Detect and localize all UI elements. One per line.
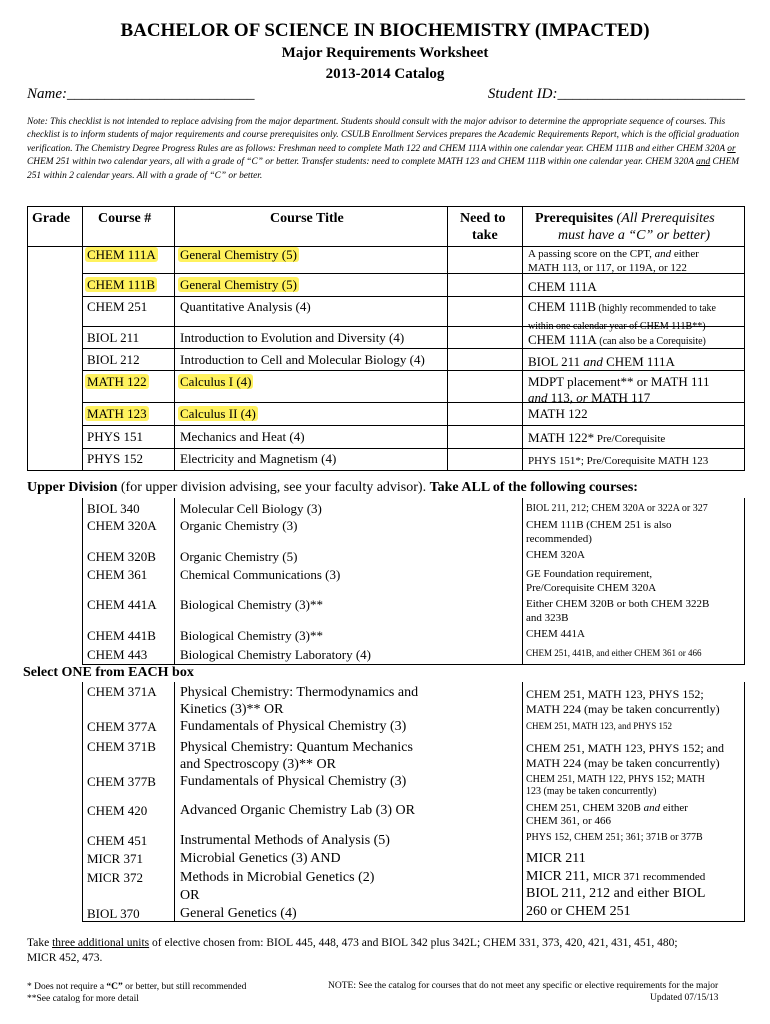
row-divider [82,448,745,449]
course-title: Methods in Microbial Genetics (2) [180,870,375,885]
select-one-heading: Select ONE from EACH box [23,665,194,680]
prerequisite: CHEM 111B (highly recommended to take within one calendar year of CHEM 111B**) [528,299,716,332]
name-row [27,86,745,103]
prerequisite: CHEM 111A [528,279,597,294]
row-divider [82,296,745,297]
course-title: Chemical Communications (3) [180,567,341,582]
course-title: General Chemistry (5) [180,247,297,262]
course-number: PHYS 152 [87,451,143,466]
course-title: Physical Chemistry: Thermodynamics and Kinetics (3)** OR [180,685,419,717]
row-divider [82,425,745,426]
course-number: BIOL 211 [87,330,140,345]
upper-division-heading: Upper Division (for upper division advising, see your faculty advisor). Take ALL of the following courses: [27,480,638,495]
course-title: Quantitative Analysis (4) [180,299,311,314]
course-number: MATH 122 [87,374,147,389]
prerequisite: CHEM 320A [526,549,585,561]
course-title: Biological Chemistry (3)** [180,597,323,612]
need-col-divider [522,206,523,471]
prerequisite: CHEM 251, MATH 122, PHYS 152; MATH 123 (may be taken concurrently) [526,774,705,797]
course-number: BIOL 370 [87,906,140,921]
course-title: Biological Chemistry (3)** [180,628,323,643]
grade-header: Grade [32,211,71,226]
updated-date: Updated 07/15/13 [650,993,719,1003]
prerequisites-header-note: must have a “C” or better) [558,228,711,243]
course-number: CHEM 320A [87,518,157,533]
course-title: Introduction to Cell and Molecular Biology (4) [180,352,425,367]
course-col-divider [174,206,175,471]
course-number-header: Course # [98,211,152,226]
need-to-take-header-line2: take [472,228,498,243]
course-number: CHEM 251 [87,299,148,314]
prerequisite: GE Foundation requirement, Pre/Corequisite CHEM 320A [526,568,657,594]
course-number: CHEM 441B [87,628,156,643]
course-title: Fundamentals of Physical Chemistry (3) [180,774,407,789]
prerequisites-header: Prerequisites (All Prerequisites [535,211,715,226]
course-title: Organic Chemistry (3) [180,518,298,533]
prerequisite: CHEM 441A [526,628,585,640]
course-number: CHEM 377B [87,774,156,789]
course-title: Biological Chemistry Laboratory (4) [180,647,371,662]
course-title: Advanced Organic Chemistry Lab (3) OR [180,803,415,818]
select-title-divider [522,682,523,922]
upper-course-divider [174,498,175,664]
row-divider [82,348,745,349]
worksheet-subtitle: Major Requirements Worksheet [281,45,489,61]
prerequisite: MATH 122* Pre/Corequisite [528,430,666,445]
course-number: CHEM 451 [87,833,148,848]
prerequisite: MATH 122 [528,406,588,421]
prerequisite: CHEM 251, 441B, and either CHEM 361 or 466 [526,648,702,658]
prerequisite: MICR 211 [526,851,586,866]
course-number: CHEM 441A [87,597,157,612]
prerequisite: BIOL 211, 212 and either BIOL [526,886,706,901]
grade-col-divider [82,206,83,471]
prerequisite: CHEM 111A (can also be a Corequisite) [528,332,706,347]
prerequisite: Either CHEM 320B or both CHEM 322B and 323B [526,598,710,624]
title-col-divider [447,206,448,471]
table-right-border [744,206,745,471]
course-title: Mechanics and Heat (4) [180,429,305,444]
course-number: PHYS 151 [87,429,143,444]
course-title: General Chemistry (5) [180,277,297,292]
prerequisite: MDPT placement** or MATH 111 and 113, or MATH 117 [528,374,710,405]
need-to-take-header: Need to [460,211,506,226]
electives-note: Take three additional units of elective chosen from: BIOL 445, 448, 473 and BIOL 342 plus 342L; CHEM 331, 373, 420, 421, 431, 451, 480; MICR 452, 473. [27,937,678,964]
prerequisite: PHYS 151*; Pre/Corequisite MATH 123 [528,455,709,467]
course-number: CHEM 111A [87,247,156,262]
select-course-divider [174,682,175,922]
course-number: CHEM 371A [87,684,157,699]
course-title: Calculus I (4) [180,374,252,389]
course-title: General Genetics (4) [180,906,297,921]
prerequisite: A passing score on the CPT, and either MATH 113, or 117, or 119A, or 122 [528,248,699,274]
course-number: CHEM 420 [87,803,148,818]
course-number: CHEM 320B [87,549,156,564]
course-number: CHEM 371B [87,739,156,754]
course-title: Microbial Genetics (3) AND [180,851,341,866]
upper-title-divider [522,498,523,664]
course-title: Organic Chemistry (5) [180,549,298,564]
prerequisite: MICR 211, MICR 371 recommended [526,869,706,884]
prerequisite: CHEM 251, MATH 123, and PHYS 152 [526,721,673,731]
prerequisite: BIOL 211, 212; CHEM 320A or 322A or 327 [526,503,708,514]
course-number: CHEM 111B [87,277,156,292]
prerequisite: 260 or CHEM 251 [526,904,631,919]
course-number: CHEM 361 [87,567,148,582]
prerequisite: CHEM 251, MATH 123, PHYS 152; MATH 224 (may be taken concurrently) [526,687,720,716]
student-id-field[interactable]: Student ID:_________________________ [487,86,745,102]
course-number: CHEM 377A [87,719,157,734]
catalog-year: 2013-2014 Catalog [325,66,445,82]
course-title: Calculus II (4) [180,406,256,421]
catalog-note: NOTE: See the catalog for courses that do not meet any specific or elective requirements for the major [328,981,719,991]
select-right-divider [744,682,745,922]
course-number: CHEM 443 [87,647,148,662]
course-title: OR [180,888,200,903]
table-left-border [27,206,28,471]
course-title: Instrumental Methods of Analysis (5) [180,833,390,848]
page-title: BACHELOR OF SCIENCE IN BIOCHEMISTRY (IMPACTED) [120,20,650,41]
course-title-header: Course Title [270,211,344,226]
prerequisite: CHEM 111B (CHEM 251 is also recommended) [526,519,672,545]
course-number: BIOL 212 [87,352,140,367]
advising-note: Note: This checklist is not intended to replace advising from the major department. Students should consult with the major advisor to determine the appropriate sequence of courses. This checklist is to inform students of major requirements and course prerequisites only. CSULB Enrollment Services prepares the Academic Requirements Report, which is the official graduation verification. The Chemistry Degree Progress Rules are as follows: Freshman need to complete Math 122 and CHEM 111A within one calendar year. CHEM 111B and either CHEM 320A or CHEM 251 within two calendar years, all with a grade of “C” or better. Transfer students: need to complete MATH 123 and CHEM 111B within one calendar year. CHEM 320A and CHEM 251 within 2 calendar years. All with a grade of “C” or better. [27,117,740,181]
course-title: Fundamentals of Physical Chemistry (3) [180,719,407,734]
course-number: MICR 371 [87,851,143,866]
table-bottom-border [27,470,745,471]
select-left-divider [82,682,83,922]
footnotes: * Does not require a “C” or better, but still recommended **See catalog for more detail [27,982,247,1004]
course-title: Molecular Cell Biology (3) [180,501,322,516]
upper-left-divider [82,498,83,664]
course-number: MICR 372 [87,870,143,885]
name-field[interactable]: Name:_________________________ [27,86,255,102]
upper-right-divider [744,498,745,664]
course-title: Introduction to Evolution and Diversity (4) [180,330,405,345]
table-top-border [27,206,745,207]
prerequisite: CHEM 251, MATH 123, PHYS 152; and MATH 224 (may be taken concurrently) [526,741,725,770]
course-title: Physical Chemistry: Quantum Mechanics and Spectroscopy (3)** OR [180,740,413,772]
prerequisite: BIOL 211 and CHEM 111A [528,354,675,369]
course-title: Electricity and Magnetism (4) [180,451,337,466]
course-number: MATH 123 [87,406,147,421]
prerequisite: PHYS 152, CHEM 251; 361; 371B or 377B [526,832,703,843]
prerequisite: CHEM 251, CHEM 320B and either CHEM 361, or 466 [526,802,688,827]
row-divider [82,370,745,371]
course-number: BIOL 340 [87,501,140,516]
